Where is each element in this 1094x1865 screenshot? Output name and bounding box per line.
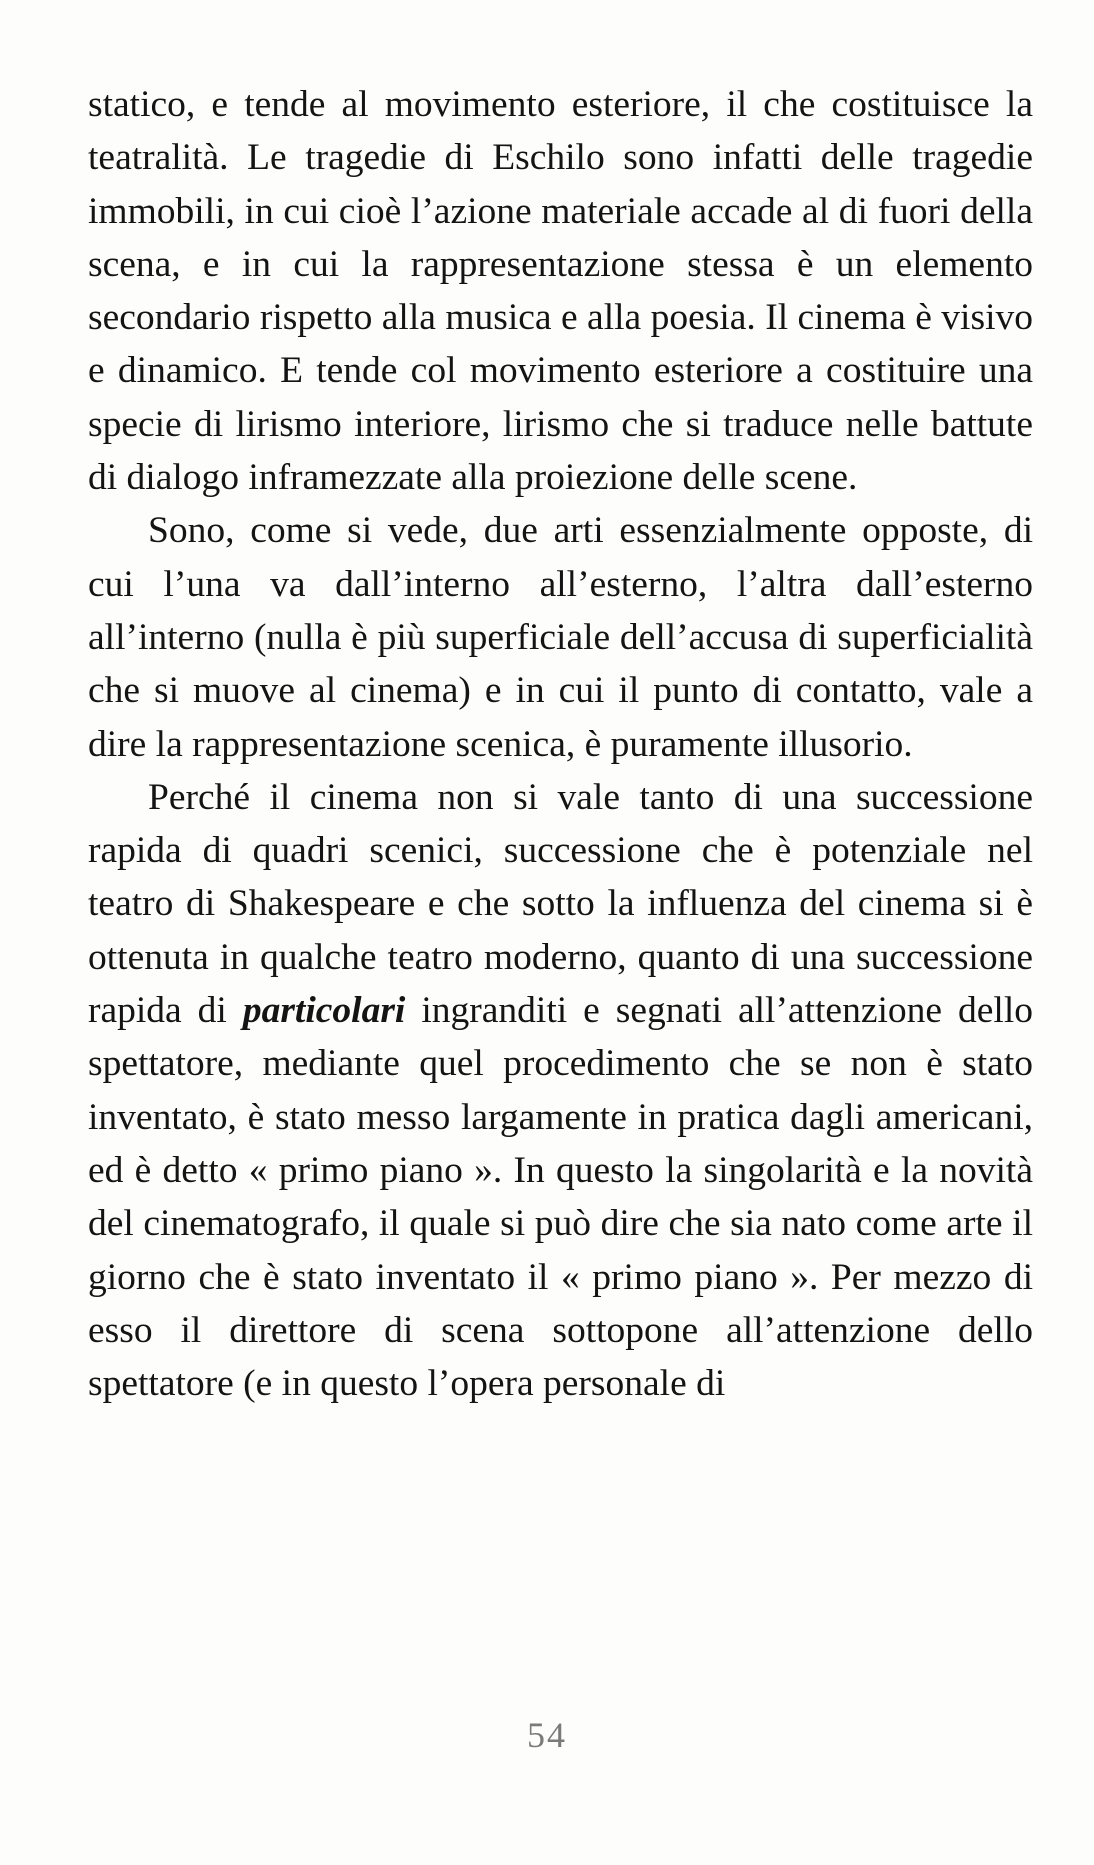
page-number: 54 — [527, 1715, 567, 1755]
paragraph-1 — [88, 78, 1033, 504]
paragraph-3-text-start: Perché il cinema non si vale tanto di una successione rapida di quadri scenici, successione che è potenziale nel teatro di Shakespeare e che sotto la influenza del cinema si è ottenuta in qualche teatro moderno, quanto di una successione rapida di — [88, 776, 1033, 1032]
paragraph-2 — [88, 504, 1033, 770]
body-text — [88, 78, 1033, 1410]
paragraph-3-text-end: ingranditi e segnati all’attenzione dello spettatore, mediante quel procedimento che se non è stato inventato, è stato messo largamente in pratica dagli americani, ed è detto « primo piano ». In questo la singolarità e la novità del cinematografo, il quale si può dire che sia nato come arte il giorno che è stato inventato il « primo piano ». Per mezzo di esso il direttore di scena sottopone all’attenzione dello spettatore (e in questo l’opera personale di — [88, 990, 1033, 1405]
paragraph-1-text: statico, e tende al movimento esteriore, il che costituisce la teatralità. Le tragedie di Eschilo sono infatti delle tragedie immobili, in cui cioè l’azione materiale accade al di fuori della scena, e in cui la rappresentazione stessa è un elemento secondario rispetto alla musica e alla poesia. Il cinema è visivo e dinamico. E tende col movimento esteriore a costituire una specie di lirismo interiore, lirismo che si traduce nelle battute di dialogo inframezzate alla proiezione delle scene. — [88, 84, 1033, 499]
italic-term-particolari: particolari — [242, 990, 406, 1032]
paragraph-3 — [88, 771, 1033, 1411]
paragraph-2-text: Sono, come si vede, due arti essenzialmente opposte, di cui l’una va dall’interno all’esterno, l’altra dall’esterno all’interno (nulla è più superficiale dell’accusa di superficialità che si muove al cinema) e in cui il punto di contatto, vale a dire la rappresentazione scenica, è puramente illusorio. — [88, 510, 1033, 765]
